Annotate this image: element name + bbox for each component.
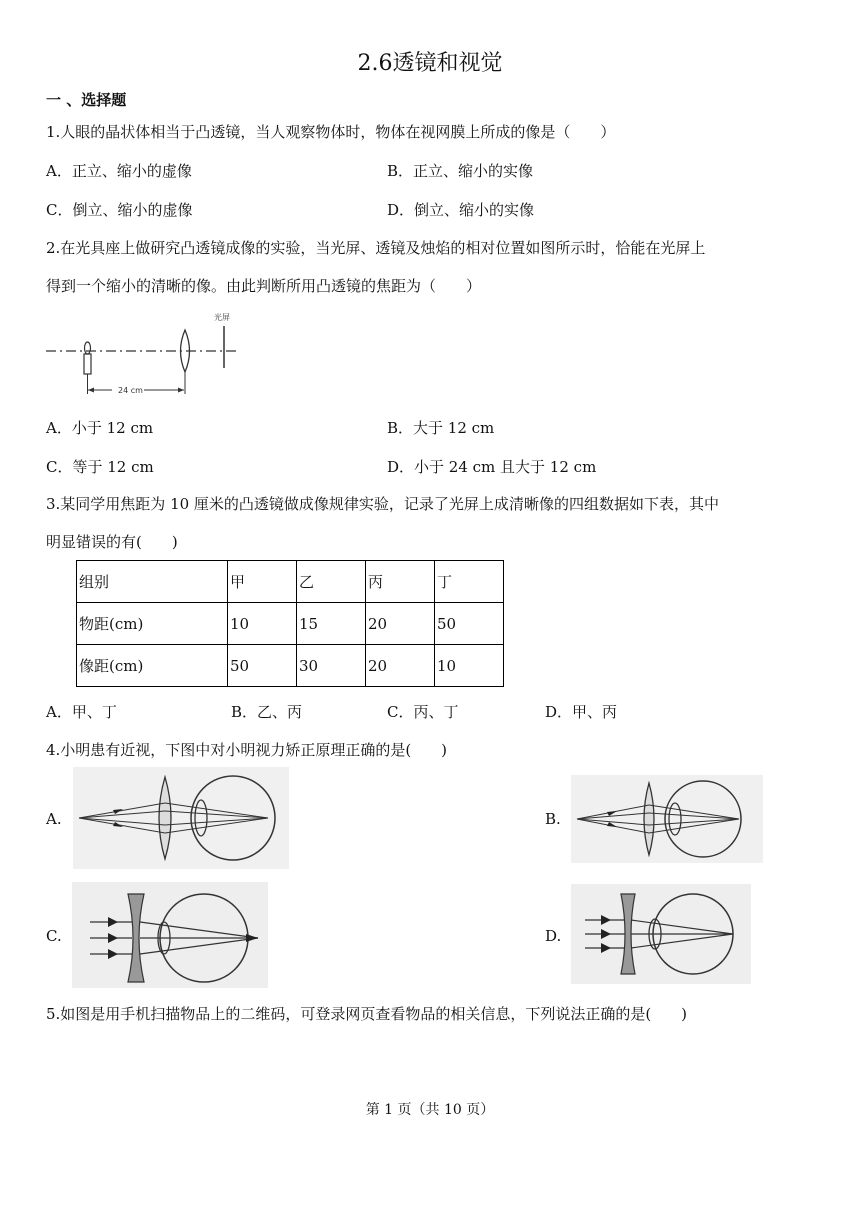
table-cell: 丁 — [435, 561, 504, 603]
q3-option-a: A．甲、丁 — [46, 703, 117, 721]
table-header-row — [77, 561, 504, 603]
table-cell: 丙 — [366, 561, 435, 603]
table-cell: 物距(cm) — [77, 603, 228, 645]
eye-diagram-b — [571, 775, 763, 863]
eye-diagram-c — [72, 882, 268, 988]
optical-bench-figure — [44, 310, 244, 402]
q1-option-d: D．倒立、缩小的实像 — [387, 201, 535, 219]
q4-label-b: B. — [545, 810, 561, 828]
question-3-stem-line1: 3.某同学用焦距为 10 厘米的凸透镜做成像规律实验，记录了光屏上成清晰像的四组数据如下表，其中 — [46, 495, 719, 513]
table-cell: 10 — [228, 603, 297, 645]
table-cell: 50 — [228, 645, 297, 687]
table-cell: 20 — [366, 645, 435, 687]
table-cell: 组别 — [77, 561, 228, 603]
question-2-stem-line1: 2.在光具座上做研究凸透镜成像的实验，当光屏、透镜及烛焰的相对位置如图所示时，恰能在光屏上 — [46, 239, 706, 257]
q3-option-b: B．乙、丙 — [231, 703, 303, 721]
table-cell: 10 — [435, 645, 504, 687]
table-cell: 20 — [366, 603, 435, 645]
candle-icon — [84, 354, 91, 374]
table-cell: 30 — [297, 645, 366, 687]
q2-option-d: D．小于 24 cm 且大于 12 cm — [387, 458, 597, 476]
page-footer: 第 1 页（共 10 页） — [365, 1102, 495, 1118]
table-cell: 像距(cm) — [77, 645, 228, 687]
experiment-data-table — [76, 560, 504, 687]
distance-label: 24 cm — [118, 386, 143, 395]
q3-option-d: D．甲、丙 — [545, 703, 618, 721]
q1-option-b: B．正立、缩小的实像 — [387, 162, 534, 180]
q2-option-b: B．大于 12 cm — [387, 419, 495, 437]
question-2-stem-line2: 得到一个缩小的清晰的像。由此判断所用凸透镜的焦距为（ ） — [46, 277, 482, 295]
table-cell: 15 — [297, 603, 366, 645]
table-cell: 50 — [435, 603, 504, 645]
section-heading: 一 、选择题 — [46, 91, 127, 109]
question-4-stem: 4.小明患有近视，下图中对小明视力矫正原理正确的是( ) — [46, 741, 448, 759]
q2-option-c: C．等于 12 cm — [46, 458, 154, 476]
q1-option-c: C．倒立、缩小的虚像 — [46, 201, 193, 219]
q4-label-c: C. — [46, 927, 62, 945]
question-5-stem: 5.如图是用手机扫描物品上的二维码，可登录网页查看物品的相关信息，下列说法正确的是( ) — [46, 1005, 688, 1023]
question-3-stem-line2: 明显错误的有( ) — [46, 533, 178, 551]
page-title: 2.6透镜和视觉 — [357, 51, 503, 76]
eye-diagram-d — [571, 884, 751, 984]
q4-label-a: A. — [46, 810, 62, 828]
table-row — [77, 603, 504, 645]
flame-icon — [85, 342, 91, 354]
q4-label-d: D. — [545, 927, 562, 945]
table-row — [77, 645, 504, 687]
q2-option-a: A．小于 12 cm — [46, 419, 154, 437]
table-cell: 乙 — [297, 561, 366, 603]
q3-option-c: C．丙、丁 — [387, 703, 459, 721]
table-cell: 甲 — [228, 561, 297, 603]
screen-label: 光屏 — [214, 313, 230, 322]
eye-diagram-a — [73, 767, 289, 869]
q1-option-a: A．正立、缩小的虚像 — [46, 162, 192, 180]
question-1-stem: 1.人眼的晶状体相当于凸透镜，当人观察物体时，物体在视网膜上所成的像是（ ） — [46, 123, 616, 141]
